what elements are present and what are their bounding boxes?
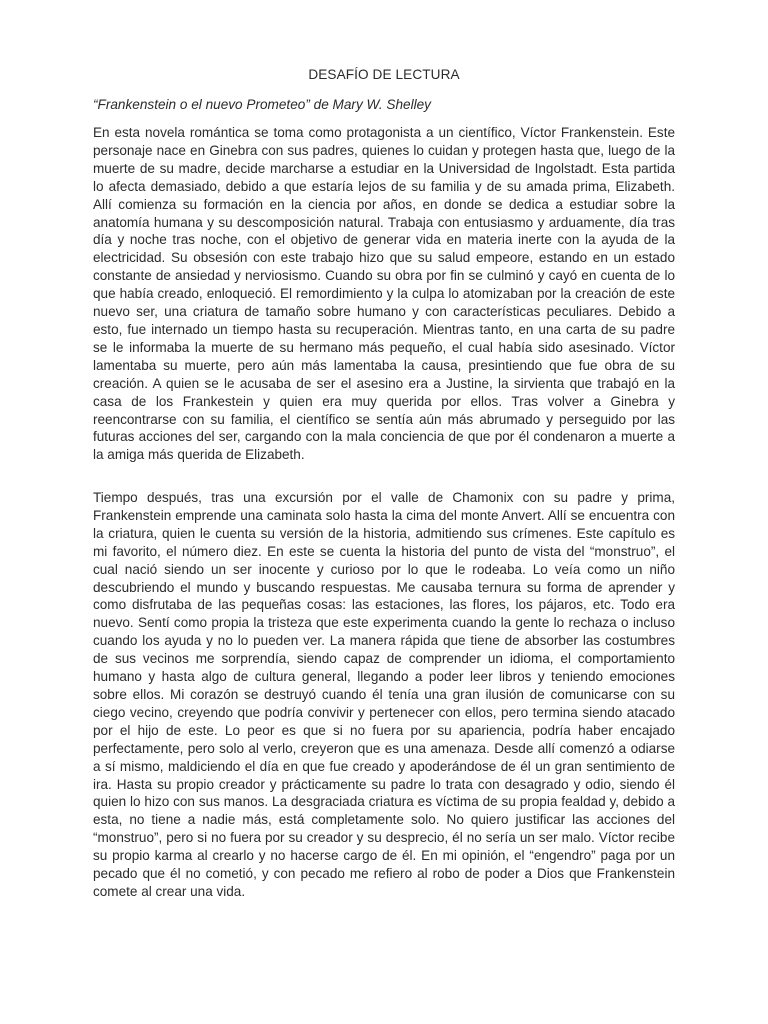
paragraph-1: En esta novela romántica se toma como protagonista a un científico, Víctor Frankenstein. Este personaje nace en Ginebra con sus padres, quienes lo cuidan y protegen hasta que, luego de la muerte de su madre, decide marcharse a estudiar en la Universidad de Ingolstadt. Esta partida lo afecta demasiado, debido a que estaría lejos de su familia y de su amada prima, Elizabeth. Allí comienza su formación en la ciencia por años, en donde se dedica a estudiar sobre la anatomía humana y su descomposición natural. Trabaja con entusiasmo y arduamente, día tras día y noche tras noche, con el objetivo de generar vida en materia inerte con la ayuda de la electricidad. Su obsesión con este trabajo hizo que su salud empeore, estando en un estado constante de ansiedad y nerviosismo. Cuando su obra por fin se culminó y cayó en cuenta de lo que había creado, enloqueció. El remordimiento y la culpa lo atomizaban por la creación de este nuevo ser, una criatura de tamaño sobre humano y con características peculiares. Debido a esto, fue internado un tiempo hasta su recuperación. Mientras tanto, en una carta de su padre se le informaba la muerte de su hermano más pequeño, el cual había sido asesinado. Víctor lamentaba su muerte, pero aún más lamentaba la causa, presintiendo que fue obra de su creación. A quien se le acusaba de ser el asesino era a Justine, la sirvienta que trabajó en la casa de los Frankestein y quien era muy querida por ellos. Tras volver a Ginebra y reencontrarse con su familia, el científico se sentía aún más abrumado y perseguido por las futuras acciones del ser, cargando con la mala conciencia de que por él condenaron a muerte a la amiga más querida de Elizabeth. [93,125,675,463]
document-subtitle: “Frankenstein o el nuevo Prometeo” de Mary W. Shelley [93,97,431,112]
paragraph-2: Tiempo después, tras una excursión por el valle de Chamonix con su padre y prima, Frankenstein emprende una caminata solo hasta la cima del monte Anvert. Allí se encuentra con la criatura, quien le cuenta su versión de la historia, admitiendo sus crímenes. Este capítulo es mi favorito, el número diez. En este se cuenta la historia del punto de vista del “monstruo”, el cual nació siendo un ser inocente y curioso por lo que le rodeaba. Lo veía como un niño descubriendo el mundo y buscando respuestas. Me causaba ternura su forma de aprender y como disfrutaba de las pequeñas cosas: las estaciones, las flores, los pájaros, etc. Todo era nuevo. Sentí como propia la tristeza que este experimenta cuando la gente lo rechaza o incluso cuando los ayuda y no lo pueden ver. La manera rápida que tiene de absorber las costumbres de sus vecinos me sorprendía, siendo capaz de comprender un idioma, el comportamiento humano y hasta algo de cultura general, llegando a poder leer libros y teniendo emociones sobre ellos. Mi corazón se destruyó cuando él tenía una gran ilusión de comunicarse con su ciego vecino, creyendo que podría convivir y pertenecer con ellos, pero termina siendo atacado por el hijo de este. Lo peor es que si no fuera por su apariencia, podría haber encajado perfectamente, pero solo al verlo, creyeron que es una amenaza. Desde allí comenzó a odiarse a sí mismo, maldiciendo el día en que fue creado y apoderándose de él un gran sentimiento de ira. Hasta su propio creador y prácticamente su padre lo trata con desagrado y odio, siendo él quien lo hizo con sus manos. La desgraciada criatura es víctima de su propia fealdad y, debido a esta, no tiene a nadie más, está completamente solo. No quiero justificar las acciones del “monstruo”, pero si no fuera por su creador y su desprecio, él no sería un ser malo. Víctor recibe su propio karma al crearlo y no hacerse cargo de él. En mi opinión, el “engendro” paga por un pecado que él no cometió, y con pecado me refiero al robo de poder a Dios que Frankenstein comete al crear una vida. [93,490,675,899]
document-title: DESAFÍO DE LECTURA [308,67,460,82]
